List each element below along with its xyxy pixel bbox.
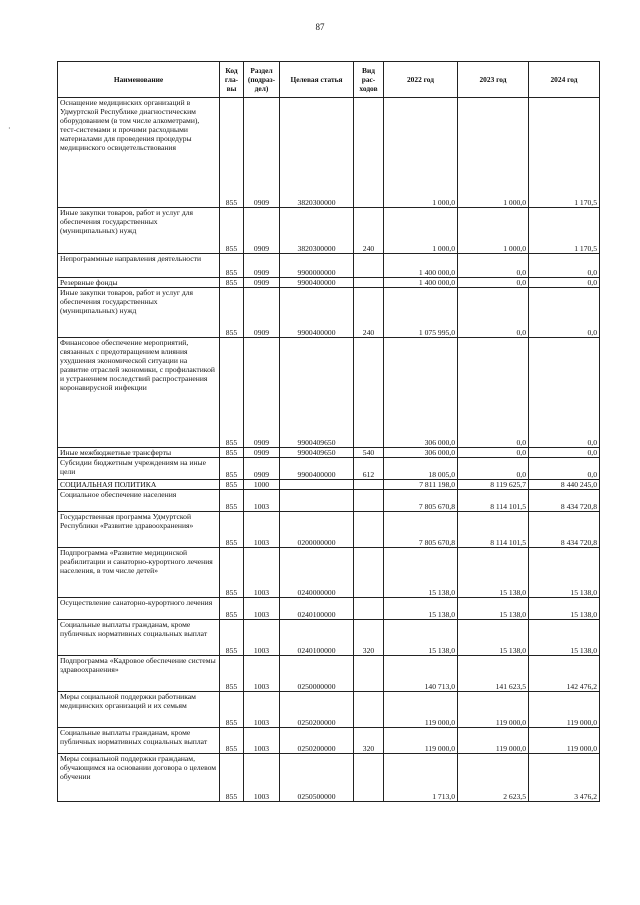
table-row xyxy=(58,548,600,598)
table-row xyxy=(58,512,600,548)
cell-2024: 0,0 xyxy=(529,338,600,448)
cell-2023: 8 114 101,5 xyxy=(458,512,529,548)
cell-vid: 540 xyxy=(354,448,384,458)
cell-2023: 141 623,5 xyxy=(458,656,529,692)
cell-name: Осуществление санаторно-курортного лечения xyxy=(58,598,220,620)
cell-2022: 1 713,0 xyxy=(384,754,458,802)
cell-kod: 855 xyxy=(220,288,244,338)
cell-2022: 15 138,0 xyxy=(384,598,458,620)
table-row xyxy=(58,98,600,208)
cell-razdel: 0909 xyxy=(244,458,280,480)
table-row xyxy=(58,338,600,448)
cell-target: 3820300000 xyxy=(280,208,354,254)
table-row xyxy=(58,458,600,480)
table-row xyxy=(58,754,600,802)
cell-target: 0250500000 xyxy=(280,754,354,802)
cell-kod: 855 xyxy=(220,656,244,692)
table-row xyxy=(58,254,600,278)
cell-kod: 855 xyxy=(220,728,244,754)
header-target: Целевая статья xyxy=(280,62,354,98)
cell-name: Финансовое обеспечение мероприятий, связанных с предотвращением влияния ухудшения экономической ситуации на развитие отраслей экономики, с профилактикой и устранением последствий распространения коронавирусной инфекции xyxy=(58,338,220,448)
cell-kod: 855 xyxy=(220,548,244,598)
cell-kod: 855 xyxy=(220,254,244,278)
cell-vid xyxy=(354,512,384,548)
cell-2022: 140 713,0 xyxy=(384,656,458,692)
margin-mark: · xyxy=(8,124,11,133)
cell-2022: 1 000,0 xyxy=(384,98,458,208)
cell-2023: 0,0 xyxy=(458,458,529,480)
cell-kod: 855 xyxy=(220,338,244,448)
cell-2024: 0,0 xyxy=(529,254,600,278)
cell-razdel: 1003 xyxy=(244,656,280,692)
cell-target: 0250200000 xyxy=(280,728,354,754)
cell-2022: 7 805 670,8 xyxy=(384,512,458,548)
cell-2023: 0,0 xyxy=(458,288,529,338)
cell-2023: 119 000,0 xyxy=(458,728,529,754)
cell-2022: 306 000,0 xyxy=(384,448,458,458)
cell-2023: 8 114 101,5 xyxy=(458,490,529,512)
cell-razdel: 0909 xyxy=(244,448,280,458)
cell-vid xyxy=(354,338,384,448)
cell-name: Иные межбюджетные трансферты xyxy=(58,448,220,458)
cell-vid xyxy=(354,278,384,288)
cell-kod: 855 xyxy=(220,458,244,480)
table-body xyxy=(58,98,600,802)
cell-razdel: 1003 xyxy=(244,548,280,598)
table-row xyxy=(58,448,600,458)
cell-name: Резервные фонды xyxy=(58,278,220,288)
cell-2023: 8 119 625,7 xyxy=(458,480,529,490)
cell-2022: 119 000,0 xyxy=(384,728,458,754)
cell-target: 9900400000 xyxy=(280,278,354,288)
cell-2023: 0,0 xyxy=(458,254,529,278)
cell-2022: 1 400 000,0 xyxy=(384,254,458,278)
cell-2023: 15 138,0 xyxy=(458,598,529,620)
cell-name: Социальные выплаты гражданам, кроме публичных нормативных социальных выплат xyxy=(58,620,220,656)
cell-2024: 0,0 xyxy=(529,448,600,458)
cell-target: 9900409650 xyxy=(280,338,354,448)
cell-2023: 15 138,0 xyxy=(458,620,529,656)
cell-target: 3820300000 xyxy=(280,98,354,208)
header-name: Наименование xyxy=(58,62,220,98)
cell-2024: 0,0 xyxy=(529,278,600,288)
cell-2022: 18 005,0 xyxy=(384,458,458,480)
cell-target xyxy=(280,490,354,512)
table-row xyxy=(58,208,600,254)
cell-2022: 15 138,0 xyxy=(384,548,458,598)
cell-2024: 15 138,0 xyxy=(529,598,600,620)
cell-2024: 3 476,2 xyxy=(529,754,600,802)
cell-2024: 8 440 245,0 xyxy=(529,480,600,490)
cell-razdel: 1003 xyxy=(244,598,280,620)
cell-razdel: 0909 xyxy=(244,98,280,208)
cell-name: Подпрограмма «Кадровое обеспечение системы здравоохранения» xyxy=(58,656,220,692)
cell-vid xyxy=(354,254,384,278)
cell-kod: 855 xyxy=(220,512,244,548)
header-row xyxy=(58,62,600,98)
cell-vid xyxy=(354,598,384,620)
cell-razdel: 0909 xyxy=(244,338,280,448)
cell-2024: 119 000,0 xyxy=(529,728,600,754)
table-row xyxy=(58,598,600,620)
cell-2023: 1 000,0 xyxy=(458,98,529,208)
table-row xyxy=(58,278,600,288)
cell-name: Субсидии бюджетным учреждениям на иные цели xyxy=(58,458,220,480)
cell-vid xyxy=(354,754,384,802)
table-row xyxy=(58,728,600,754)
cell-2023: 2 623,5 xyxy=(458,754,529,802)
cell-name: Иные закупки товаров, работ и услуг для обеспечения государственных (муниципальных) нужд xyxy=(58,288,220,338)
cell-vid xyxy=(354,98,384,208)
cell-target: 0250200000 xyxy=(280,692,354,728)
cell-vid: 240 xyxy=(354,208,384,254)
cell-2024: 0,0 xyxy=(529,288,600,338)
cell-name: Иные закупки товаров, работ и услуг для обеспечения государственных (муниципальных) нужд xyxy=(58,208,220,254)
cell-2023: 0,0 xyxy=(458,448,529,458)
cell-2023: 1 000,0 xyxy=(458,208,529,254)
cell-razdel: 1003 xyxy=(244,620,280,656)
cell-2023: 0,0 xyxy=(458,278,529,288)
cell-razdel: 1003 xyxy=(244,512,280,548)
cell-target xyxy=(280,480,354,490)
header-2024: 2024 год xyxy=(529,62,600,98)
table-row xyxy=(58,288,600,338)
cell-razdel: 1000 xyxy=(244,480,280,490)
cell-2023: 119 000,0 xyxy=(458,692,529,728)
table-row xyxy=(58,692,600,728)
cell-name: Меры социальной поддержки работникам медицинских организаций и их семьям xyxy=(58,692,220,728)
cell-razdel: 1003 xyxy=(244,728,280,754)
cell-2024: 8 434 720,8 xyxy=(529,512,600,548)
cell-vid: 240 xyxy=(354,288,384,338)
table-row xyxy=(58,656,600,692)
cell-vid xyxy=(354,656,384,692)
cell-target: 0200000000 xyxy=(280,512,354,548)
cell-kod: 855 xyxy=(220,692,244,728)
cell-kod: 855 xyxy=(220,490,244,512)
page-number: 87 xyxy=(315,22,325,32)
cell-2024: 8 434 720,8 xyxy=(529,490,600,512)
cell-2024: 0,0 xyxy=(529,458,600,480)
cell-kod: 855 xyxy=(220,448,244,458)
cell-kod: 855 xyxy=(220,754,244,802)
cell-2024: 119 000,0 xyxy=(529,692,600,728)
cell-2022: 1 000,0 xyxy=(384,208,458,254)
cell-kod: 855 xyxy=(220,208,244,254)
cell-razdel: 1003 xyxy=(244,692,280,728)
cell-2024: 15 138,0 xyxy=(529,548,600,598)
cell-razdel: 1003 xyxy=(244,754,280,802)
cell-name: Подпрограмма «Развитие медицинской реабилитации и санаторно-курортного лечения населения, в том числе детей» xyxy=(58,548,220,598)
cell-2022: 15 138,0 xyxy=(384,620,458,656)
cell-name: Оснащение медицинских организаций в Удмуртской Республике диагностическим оборудованием (в том числе алкометрами), тест-системами и прочими расходными материалами для проведения процедуры медицинского освидетельствования xyxy=(58,98,220,208)
cell-2022: 1 400 000,0 xyxy=(384,278,458,288)
cell-2022: 7 805 670,8 xyxy=(384,490,458,512)
header-vid: Вид рас-ходов xyxy=(354,62,384,98)
cell-target: 9900000000 xyxy=(280,254,354,278)
cell-2024: 1 170,5 xyxy=(529,98,600,208)
budget-table xyxy=(57,61,600,802)
cell-kod: 855 xyxy=(220,620,244,656)
cell-vid xyxy=(354,490,384,512)
cell-2024: 1 170,5 xyxy=(529,208,600,254)
cell-vid: 320 xyxy=(354,620,384,656)
cell-kod: 855 xyxy=(220,480,244,490)
cell-target: 9900400000 xyxy=(280,288,354,338)
cell-vid: 612 xyxy=(354,458,384,480)
cell-vid xyxy=(354,548,384,598)
cell-razdel: 0909 xyxy=(244,254,280,278)
cell-razdel: 0909 xyxy=(244,208,280,254)
cell-kod: 855 xyxy=(220,278,244,288)
cell-target: 0240100000 xyxy=(280,598,354,620)
cell-name: Непрограммные направления деятельности xyxy=(58,254,220,278)
cell-kod: 855 xyxy=(220,98,244,208)
table-row xyxy=(58,480,600,490)
cell-2024: 15 138,0 xyxy=(529,620,600,656)
cell-name: Социальные выплаты гражданам, кроме публичных нормативных социальных выплат xyxy=(58,728,220,754)
cell-target: 9900400000 xyxy=(280,458,354,480)
cell-razdel: 0909 xyxy=(244,278,280,288)
cell-2022: 7 811 198,0 xyxy=(384,480,458,490)
header-2023: 2023 год xyxy=(458,62,529,98)
cell-name: СОЦИАЛЬНАЯ ПОЛИТИКА xyxy=(58,480,220,490)
cell-vid: 320 xyxy=(354,728,384,754)
cell-2022: 306 000,0 xyxy=(384,338,458,448)
cell-target: 0240100000 xyxy=(280,620,354,656)
table-row xyxy=(58,490,600,512)
cell-target: 0250000000 xyxy=(280,656,354,692)
cell-2023: 0,0 xyxy=(458,338,529,448)
cell-2022: 119 000,0 xyxy=(384,692,458,728)
cell-razdel: 1003 xyxy=(244,490,280,512)
cell-2023: 15 138,0 xyxy=(458,548,529,598)
cell-target: 9900409650 xyxy=(280,448,354,458)
cell-razdel: 0909 xyxy=(244,288,280,338)
cell-2022: 1 075 995,0 xyxy=(384,288,458,338)
cell-kod: 855 xyxy=(220,598,244,620)
cell-vid xyxy=(354,480,384,490)
table-row xyxy=(58,620,600,656)
cell-2024: 142 476,2 xyxy=(529,656,600,692)
cell-target: 0240000000 xyxy=(280,548,354,598)
cell-vid xyxy=(354,692,384,728)
header-2022: 2022 год xyxy=(384,62,458,98)
header-razdel: Раздел (подраз-дел) xyxy=(244,62,280,98)
header-kod: Код гла-вы xyxy=(220,62,244,98)
cell-name: Социальное обеспечение населения xyxy=(58,490,220,512)
cell-name: Меры социальной поддержки гражданам, обучающимся на основании договора о целевом обучении xyxy=(58,754,220,802)
cell-name: Государственная программа Удмуртской Республики «Развитие здравоохранения» xyxy=(58,512,220,548)
